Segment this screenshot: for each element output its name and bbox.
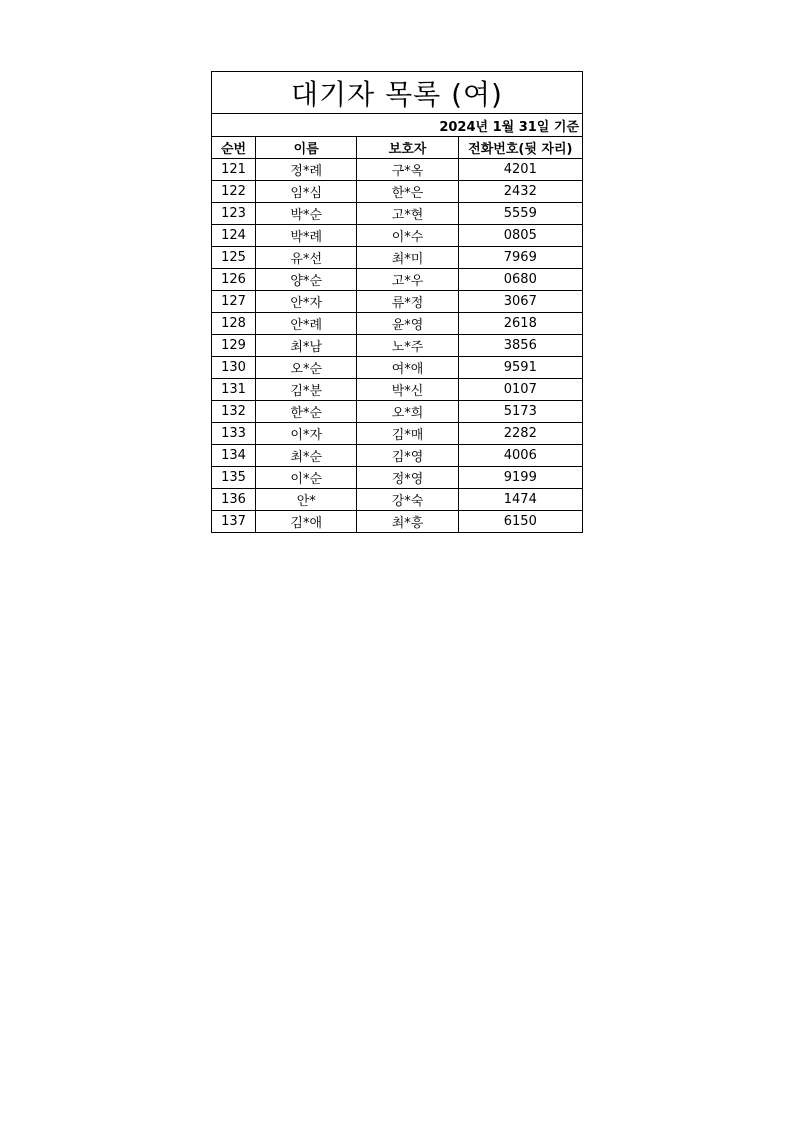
cell-no: 136 xyxy=(212,489,256,511)
table-row xyxy=(212,489,583,511)
cell-name: 한*순 xyxy=(256,401,357,423)
cell-no: 129 xyxy=(212,335,256,357)
cell-phone: 1474 xyxy=(458,489,582,511)
table-row xyxy=(212,401,583,423)
table-row xyxy=(212,445,583,467)
cell-guardian: 최*흥 xyxy=(357,511,458,533)
cell-phone: 5559 xyxy=(458,203,582,225)
date-note: 2024년 1월 31일 기준 xyxy=(212,114,583,137)
cell-phone: 9199 xyxy=(458,467,582,489)
cell-no: 133 xyxy=(212,423,256,445)
cell-name: 박*례 xyxy=(256,225,357,247)
column-header-phone: 전화번호(뒷 자리) xyxy=(458,137,582,159)
date-row xyxy=(212,114,583,137)
cell-guardian: 최*미 xyxy=(357,247,458,269)
cell-no: 124 xyxy=(212,225,256,247)
cell-guardian: 구*옥 xyxy=(357,159,458,181)
table-row xyxy=(212,379,583,401)
cell-guardian: 여*애 xyxy=(357,357,458,379)
cell-no: 132 xyxy=(212,401,256,423)
cell-guardian: 정*영 xyxy=(357,467,458,489)
cell-phone: 2618 xyxy=(458,313,582,335)
cell-no: 135 xyxy=(212,467,256,489)
header-row xyxy=(212,137,583,159)
cell-guardian: 윤*영 xyxy=(357,313,458,335)
table-row xyxy=(212,269,583,291)
title-row xyxy=(212,72,583,114)
cell-guardian: 김*매 xyxy=(357,423,458,445)
cell-guardian: 강*숙 xyxy=(357,489,458,511)
cell-name: 안* xyxy=(256,489,357,511)
table-row xyxy=(212,181,583,203)
cell-guardian: 고*우 xyxy=(357,269,458,291)
cell-phone: 3856 xyxy=(458,335,582,357)
table-row xyxy=(212,357,583,379)
cell-name: 박*순 xyxy=(256,203,357,225)
cell-no: 126 xyxy=(212,269,256,291)
cell-guardian: 김*영 xyxy=(357,445,458,467)
page-title: 대기자 목록 (여) xyxy=(212,72,583,114)
cell-phone: 4201 xyxy=(458,159,582,181)
cell-name: 김*애 xyxy=(256,511,357,533)
cell-no: 131 xyxy=(212,379,256,401)
cell-guardian: 박*신 xyxy=(357,379,458,401)
table-row xyxy=(212,423,583,445)
cell-guardian: 이*수 xyxy=(357,225,458,247)
cell-guardian: 고*현 xyxy=(357,203,458,225)
cell-phone: 0680 xyxy=(458,269,582,291)
column-header-no: 순번 xyxy=(212,137,256,159)
cell-name: 임*심 xyxy=(256,181,357,203)
cell-guardian: 오*희 xyxy=(357,401,458,423)
cell-no: 127 xyxy=(212,291,256,313)
cell-no: 125 xyxy=(212,247,256,269)
cell-name: 이*순 xyxy=(256,467,357,489)
table-row xyxy=(212,247,583,269)
table-row xyxy=(212,159,583,181)
cell-name: 오*순 xyxy=(256,357,357,379)
waitlist-table xyxy=(211,71,583,533)
cell-guardian: 류*정 xyxy=(357,291,458,313)
cell-phone: 5173 xyxy=(458,401,582,423)
cell-no: 128 xyxy=(212,313,256,335)
cell-phone: 2282 xyxy=(458,423,582,445)
column-header-guardian: 보호자 xyxy=(357,137,458,159)
cell-name: 양*순 xyxy=(256,269,357,291)
cell-phone: 0107 xyxy=(458,379,582,401)
cell-phone: 7969 xyxy=(458,247,582,269)
cell-phone: 6150 xyxy=(458,511,582,533)
column-header-name: 이름 xyxy=(256,137,357,159)
cell-name: 최*순 xyxy=(256,445,357,467)
table-row xyxy=(212,313,583,335)
cell-no: 134 xyxy=(212,445,256,467)
cell-no: 137 xyxy=(212,511,256,533)
cell-guardian: 한*은 xyxy=(357,181,458,203)
cell-no: 123 xyxy=(212,203,256,225)
table-row xyxy=(212,335,583,357)
cell-name: 안*례 xyxy=(256,313,357,335)
cell-phone: 9591 xyxy=(458,357,582,379)
cell-phone: 3067 xyxy=(458,291,582,313)
cell-name: 최*남 xyxy=(256,335,357,357)
cell-phone: 2432 xyxy=(458,181,582,203)
cell-name: 유*선 xyxy=(256,247,357,269)
table-row xyxy=(212,225,583,247)
cell-name: 김*분 xyxy=(256,379,357,401)
table-body xyxy=(212,159,583,533)
cell-no: 121 xyxy=(212,159,256,181)
cell-phone: 0805 xyxy=(458,225,582,247)
cell-guardian: 노*주 xyxy=(357,335,458,357)
table-row xyxy=(212,467,583,489)
table-row xyxy=(212,291,583,313)
cell-name: 이*자 xyxy=(256,423,357,445)
cell-phone: 4006 xyxy=(458,445,582,467)
cell-name: 정*례 xyxy=(256,159,357,181)
table-row xyxy=(212,203,583,225)
table-row xyxy=(212,511,583,533)
cell-name: 안*자 xyxy=(256,291,357,313)
cell-no: 130 xyxy=(212,357,256,379)
cell-no: 122 xyxy=(212,181,256,203)
